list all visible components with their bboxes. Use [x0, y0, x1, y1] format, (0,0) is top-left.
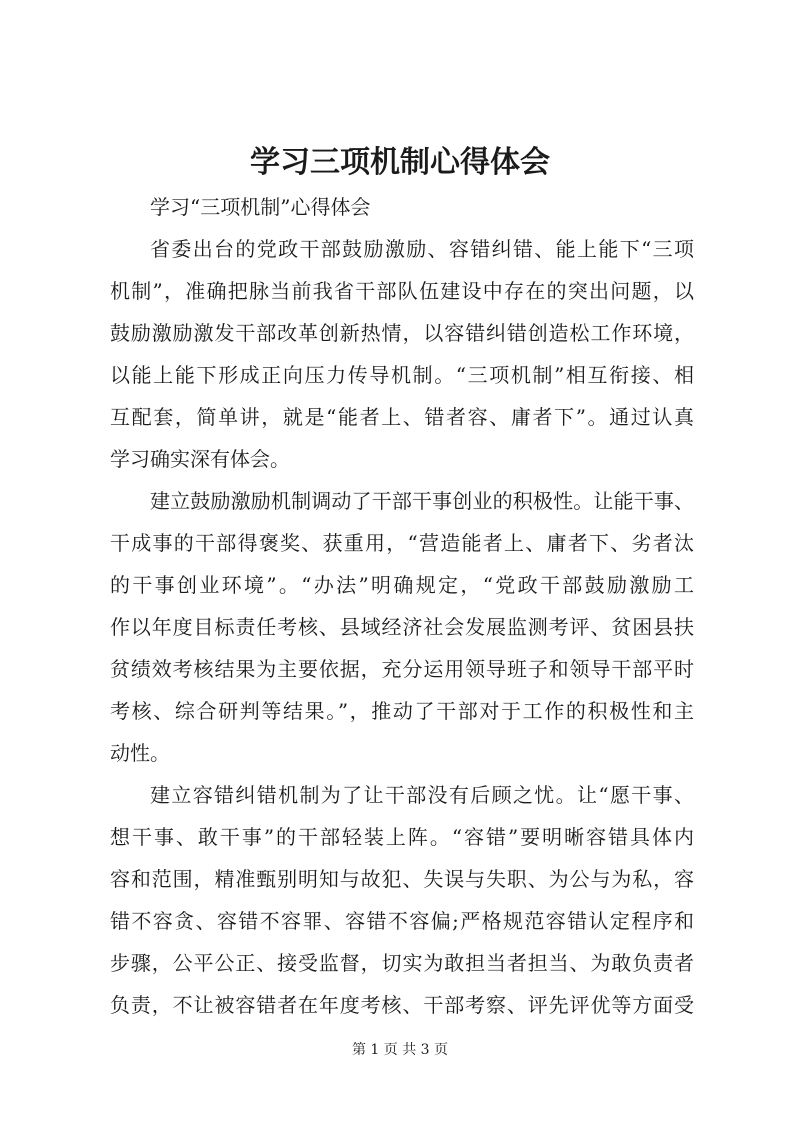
document-title: 学习三项机制心得体会: [250, 145, 550, 180]
paragraph-line: 作以年度目标责任考核、县域经济社会发展监测考评、贫困县扶: [110, 615, 694, 639]
paragraph-line: 机制”，准确把脉当前我省干部队伍建设中存在的突出问题，以: [110, 279, 694, 303]
paragraph-line: 建立容错纠错机制为了让干部没有后顾之忧。让“愿干事、: [150, 783, 694, 807]
document-subtitle: 学习“三项机制”心得体会: [150, 195, 371, 219]
paragraph-line: 省委出台的党政干部鼓励激励、容错纠错、能上能下“三项: [150, 237, 694, 261]
paragraph-line: 鼓励激励激发干部改革创新热情，以容错纠错创造松工作环境，: [110, 321, 694, 345]
paragraph-line: 考核、综合研判等结果。”，推动了干部对于工作的积极性和主: [110, 699, 694, 723]
paragraph-1: [110, 228, 694, 480]
paragraph-line: 学习确实深有体会。: [110, 447, 290, 471]
paragraph-line: 贫绩效考核结果为主要依据，充分运用领导班子和领导干部平时: [110, 657, 694, 681]
page-number-footer: 第 1 页 共 3 页: [351, 1042, 449, 1058]
paragraph-line: 动性。: [110, 741, 170, 765]
paragraph-line: 想干事、敢干事”的干部轻装上阵。“容错”要明晰容错具体内: [110, 825, 694, 849]
paragraph-line: 错不容贪、容错不容罪、容错不容偏;严格规范容错认定程序和: [110, 909, 694, 933]
paragraph-line: 步骤，公平公正、接受监督，切实为敢担当者担当、为敢负责者: [110, 951, 694, 975]
paragraph-line: 以能上能下形成正向压力传导机制。“三项机制”相互衔接、相: [110, 363, 694, 387]
paragraph-3: [110, 774, 694, 1026]
paragraph-line: 互配套，简单讲，就是“能者上、错者容、庸者下”。通过认真: [110, 405, 694, 429]
paragraph-line: 的干事创业环境”。“办法”明确规定，“党政干部鼓励激励工: [110, 573, 694, 597]
paragraph-line: 建立鼓励激励机制调动了干部干事创业的积极性。让能干事、: [150, 489, 694, 513]
document-body: [110, 186, 694, 1026]
paragraph-line: 容和范围，精准甄别明知与故犯、失误与失职、为公与为私，容: [110, 867, 694, 891]
paragraph-line: 负责，不让被容错者在年度考核、干部考察、评先评优等方面受: [110, 993, 694, 1017]
paragraph-line: 干成事的干部得褒奖、获重用，“营造能者上、庸者下、劣者汰: [110, 531, 694, 555]
paragraph-2: [110, 480, 694, 774]
